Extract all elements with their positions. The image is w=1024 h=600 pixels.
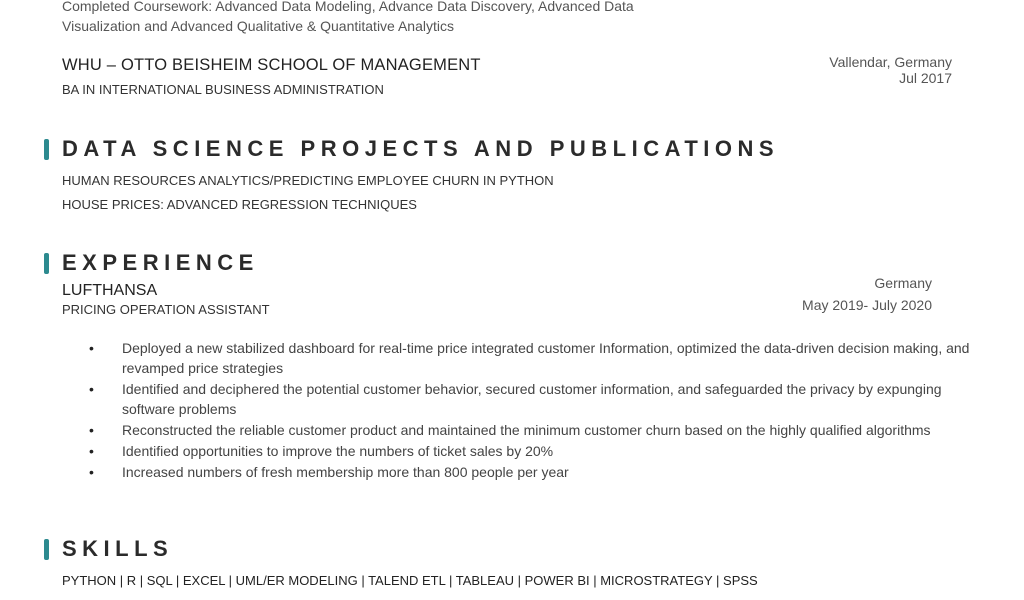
coursework-line-2: Visualization and Advanced Qualitative & Quantitative Analytics [62,18,454,34]
bullet-item [62,379,982,419]
bullet-dot-icon: • [89,464,94,480]
company-name: LUFTHANSA [62,282,158,299]
bullet-item [62,462,982,482]
section-accent-bar [44,139,49,160]
school-name: WHU – OTTO BEISHEIM SCHOOL OF MANAGEMENT [62,56,481,74]
school-location: Vallendar, Germany [829,54,952,70]
projects-heading: DATA SCIENCE PROJECTS AND PUBLICATIONS [62,136,780,161]
bullet-text: Reconstructed the reliable customer product and maintained the minimum customer churn based on the highly qualified algorithms [122,422,931,438]
job-dates: May 2019- July 2020 [802,297,932,313]
bullet-text: Deployed a new stabilized dashboard for real-time price integrated customer Information, optimized the data-driven decision making, and revamped price strategies [122,340,970,376]
bullet-dot-icon: • [89,340,94,356]
bullet-item [62,441,982,461]
skills-heading: SKILLS [62,536,174,561]
job-location: Germany [874,275,932,291]
skills-list: PYTHON | R | SQL | EXCEL | UML/ER MODELING | TALEND ETL | TABLEAU | POWER BI | MICROSTRATEGY | SPSS [62,573,758,588]
section-accent-bar [44,539,49,560]
experience-bullets [62,338,982,483]
bullet-dot-icon: • [89,422,94,438]
degree: BA IN INTERNATIONAL BUSINESS ADMINISTRATION [62,82,384,97]
project-item: HOUSE PRICES: ADVANCED REGRESSION TECHNIQUES [62,197,417,212]
bullet-text: Increased numbers of fresh membership more than 800 people per year [122,464,569,480]
bullet-item [62,338,982,378]
job-location-dates [802,272,932,316]
experience-heading: EXPERIENCE [62,250,259,275]
bullet-text: Identified and deciphered the potential customer behavior, secured customer information, and safeguarded the privacy by expunging software problems [122,381,942,417]
school-date: Jul 2017 [899,70,952,86]
bullet-item [62,420,982,440]
bullet-dot-icon: • [89,381,94,397]
bullet-dot-icon: • [89,443,94,459]
job-title: PRICING OPERATION ASSISTANT [62,302,270,317]
section-accent-bar [44,253,49,274]
school-location-date [829,54,952,86]
project-item: HUMAN RESOURCES ANALYTICS/PREDICTING EMPLOYEE CHURN IN PYTHON [62,173,554,188]
coursework-line-1: Completed Coursework: Advanced Data Modeling, Advance Data Discovery, Advanced Data [62,0,634,14]
bullet-text: Identified opportunities to improve the numbers of ticket sales by 20% [122,443,554,459]
